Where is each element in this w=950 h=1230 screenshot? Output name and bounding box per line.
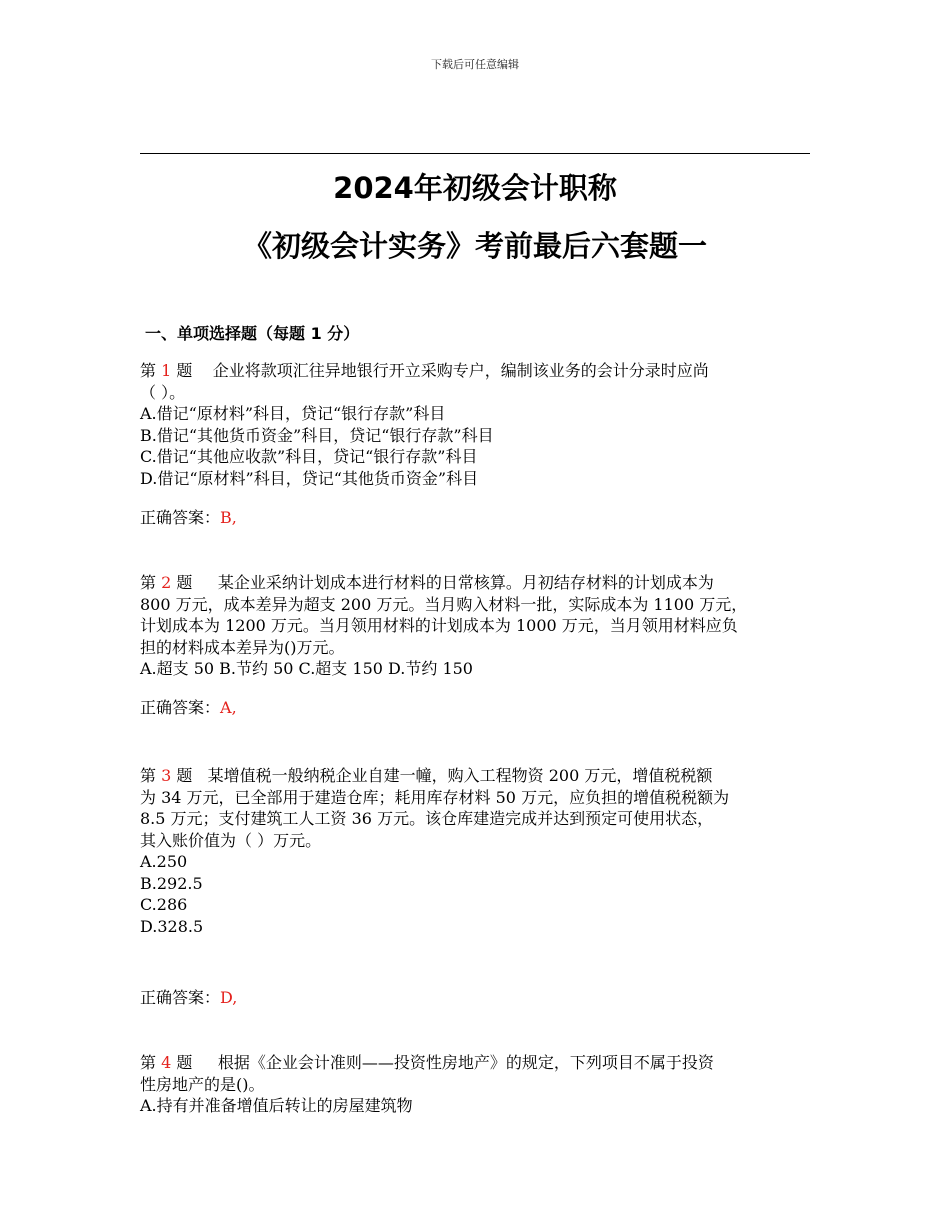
header-note: 下载后可任意编辑 [431, 58, 519, 71]
question-number: 4 [161, 1053, 172, 1072]
answer-value: D, [220, 988, 238, 1007]
answer-3 [140, 985, 237, 1008]
option-d: D.借记“原材料”科目，贷记“其他货币资金”科目 [140, 468, 479, 488]
question-3-stem-line1: 第 3 题 某增值税一般纳税企业自建一幢，购入工程物资 200 万元，增值税税额 [140, 766, 713, 785]
question-1-stem-line1: 第 1 题 企业将款项汇往异地银行开立采购专户，编制该业务的会计分录时应尚 [140, 361, 709, 380]
option-a: A.借记“原材料”科目，贷记“银行存款”科目 [140, 404, 446, 423]
document-title-line2: 《初级会计实务》考前最后六套题一 [242, 229, 707, 263]
option-b: B.借记“其他货币资金”科目，贷记“银行存款”科目 [140, 425, 494, 445]
option-c: C.借记“其他应收款”科目，贷记“银行存款”科目 [140, 447, 478, 466]
question-4-stem-line2: 性房地产的是()。 [140, 1074, 265, 1094]
option-b: B.292.5 [140, 873, 203, 893]
question-3-stem-line2: 为 34 万元，已全部用于建造仓库；耗用库存材料 50 万元，应负担的增值税税额为 [140, 787, 730, 807]
question-2-stem-line3: 计划成本为 1200 万元。当月领用材料的计划成本为 1000 万元，当月领用材料应负 [140, 616, 738, 635]
answer-1 [140, 505, 237, 528]
question-1-stem-line2: （ ）。 [140, 382, 186, 402]
question-stem-text: 某企业采纳计划成本进行材料的日常核算。月初结存材料的计划成本为 [217, 573, 714, 592]
question-2-stem-line2: 800 万元，成本差异为超支 200 万元。当月购入材料一批，实际成本为 1100 万元， [140, 594, 748, 614]
section-heading: 一、单项选择题（每题 1 分） [145, 324, 360, 343]
option-d: D.328.5 [140, 916, 204, 936]
question-number: 1 [161, 361, 172, 380]
answer-2 [140, 695, 237, 718]
question-stem-text: 根据《企业会计准则——投资性房地产》的规定，下列项目不属于投资 [217, 1053, 714, 1072]
option-a: A.250 [140, 852, 188, 871]
question-3-stem-line4: 其入账价值为（ ）万元。 [140, 830, 322, 850]
question-stem-text: 某增值税一般纳税企业自建一幢，购入工程物资 200 万元，增值税税额 [207, 766, 713, 785]
answer-label: 正确答案： [140, 508, 221, 527]
question-2-stem-line4: 担的材料成本差异为()万元。 [140, 637, 345, 657]
answer-label: 正确答案： [140, 988, 221, 1007]
option-c: C.286 [140, 895, 188, 914]
question-2 [140, 572, 812, 680]
question-3 [140, 765, 812, 937]
question-4 [140, 1052, 812, 1117]
question-4-stem-line1: 第 4 题 根据《企业会计准则——投资性房地产》的规定，下列项目不属于投资 [140, 1053, 714, 1072]
header-rule [140, 153, 810, 154]
answer-value: B, [220, 508, 237, 527]
option-a: A.持有并准备增值后转让的房屋建筑物 [140, 1096, 413, 1115]
question-2-options: A.超支 50 B.节约 50 C.超支 150 D.节约 150 [140, 659, 473, 678]
question-3-stem-line3: 8.5 万元；支付建筑工人工资 36 万元。该仓库建造完成并达到预定可使用状态， [140, 809, 714, 828]
question-1 [140, 360, 812, 489]
question-number: 2 [161, 573, 172, 592]
question-2-stem-line1: 第 2 题 某企业采纳计划成本进行材料的日常核算。月初结存材料的计划成本为 [140, 573, 714, 592]
answer-label: 正确答案： [140, 698, 221, 717]
document-title-line1: 2024年初级会计职称 [333, 171, 617, 205]
answer-value: A, [220, 698, 237, 717]
question-number: 3 [161, 766, 172, 785]
question-stem-text: 企业将款项汇往异地银行开立采购专户，编制该业务的会计分录时应尚 [212, 361, 709, 380]
